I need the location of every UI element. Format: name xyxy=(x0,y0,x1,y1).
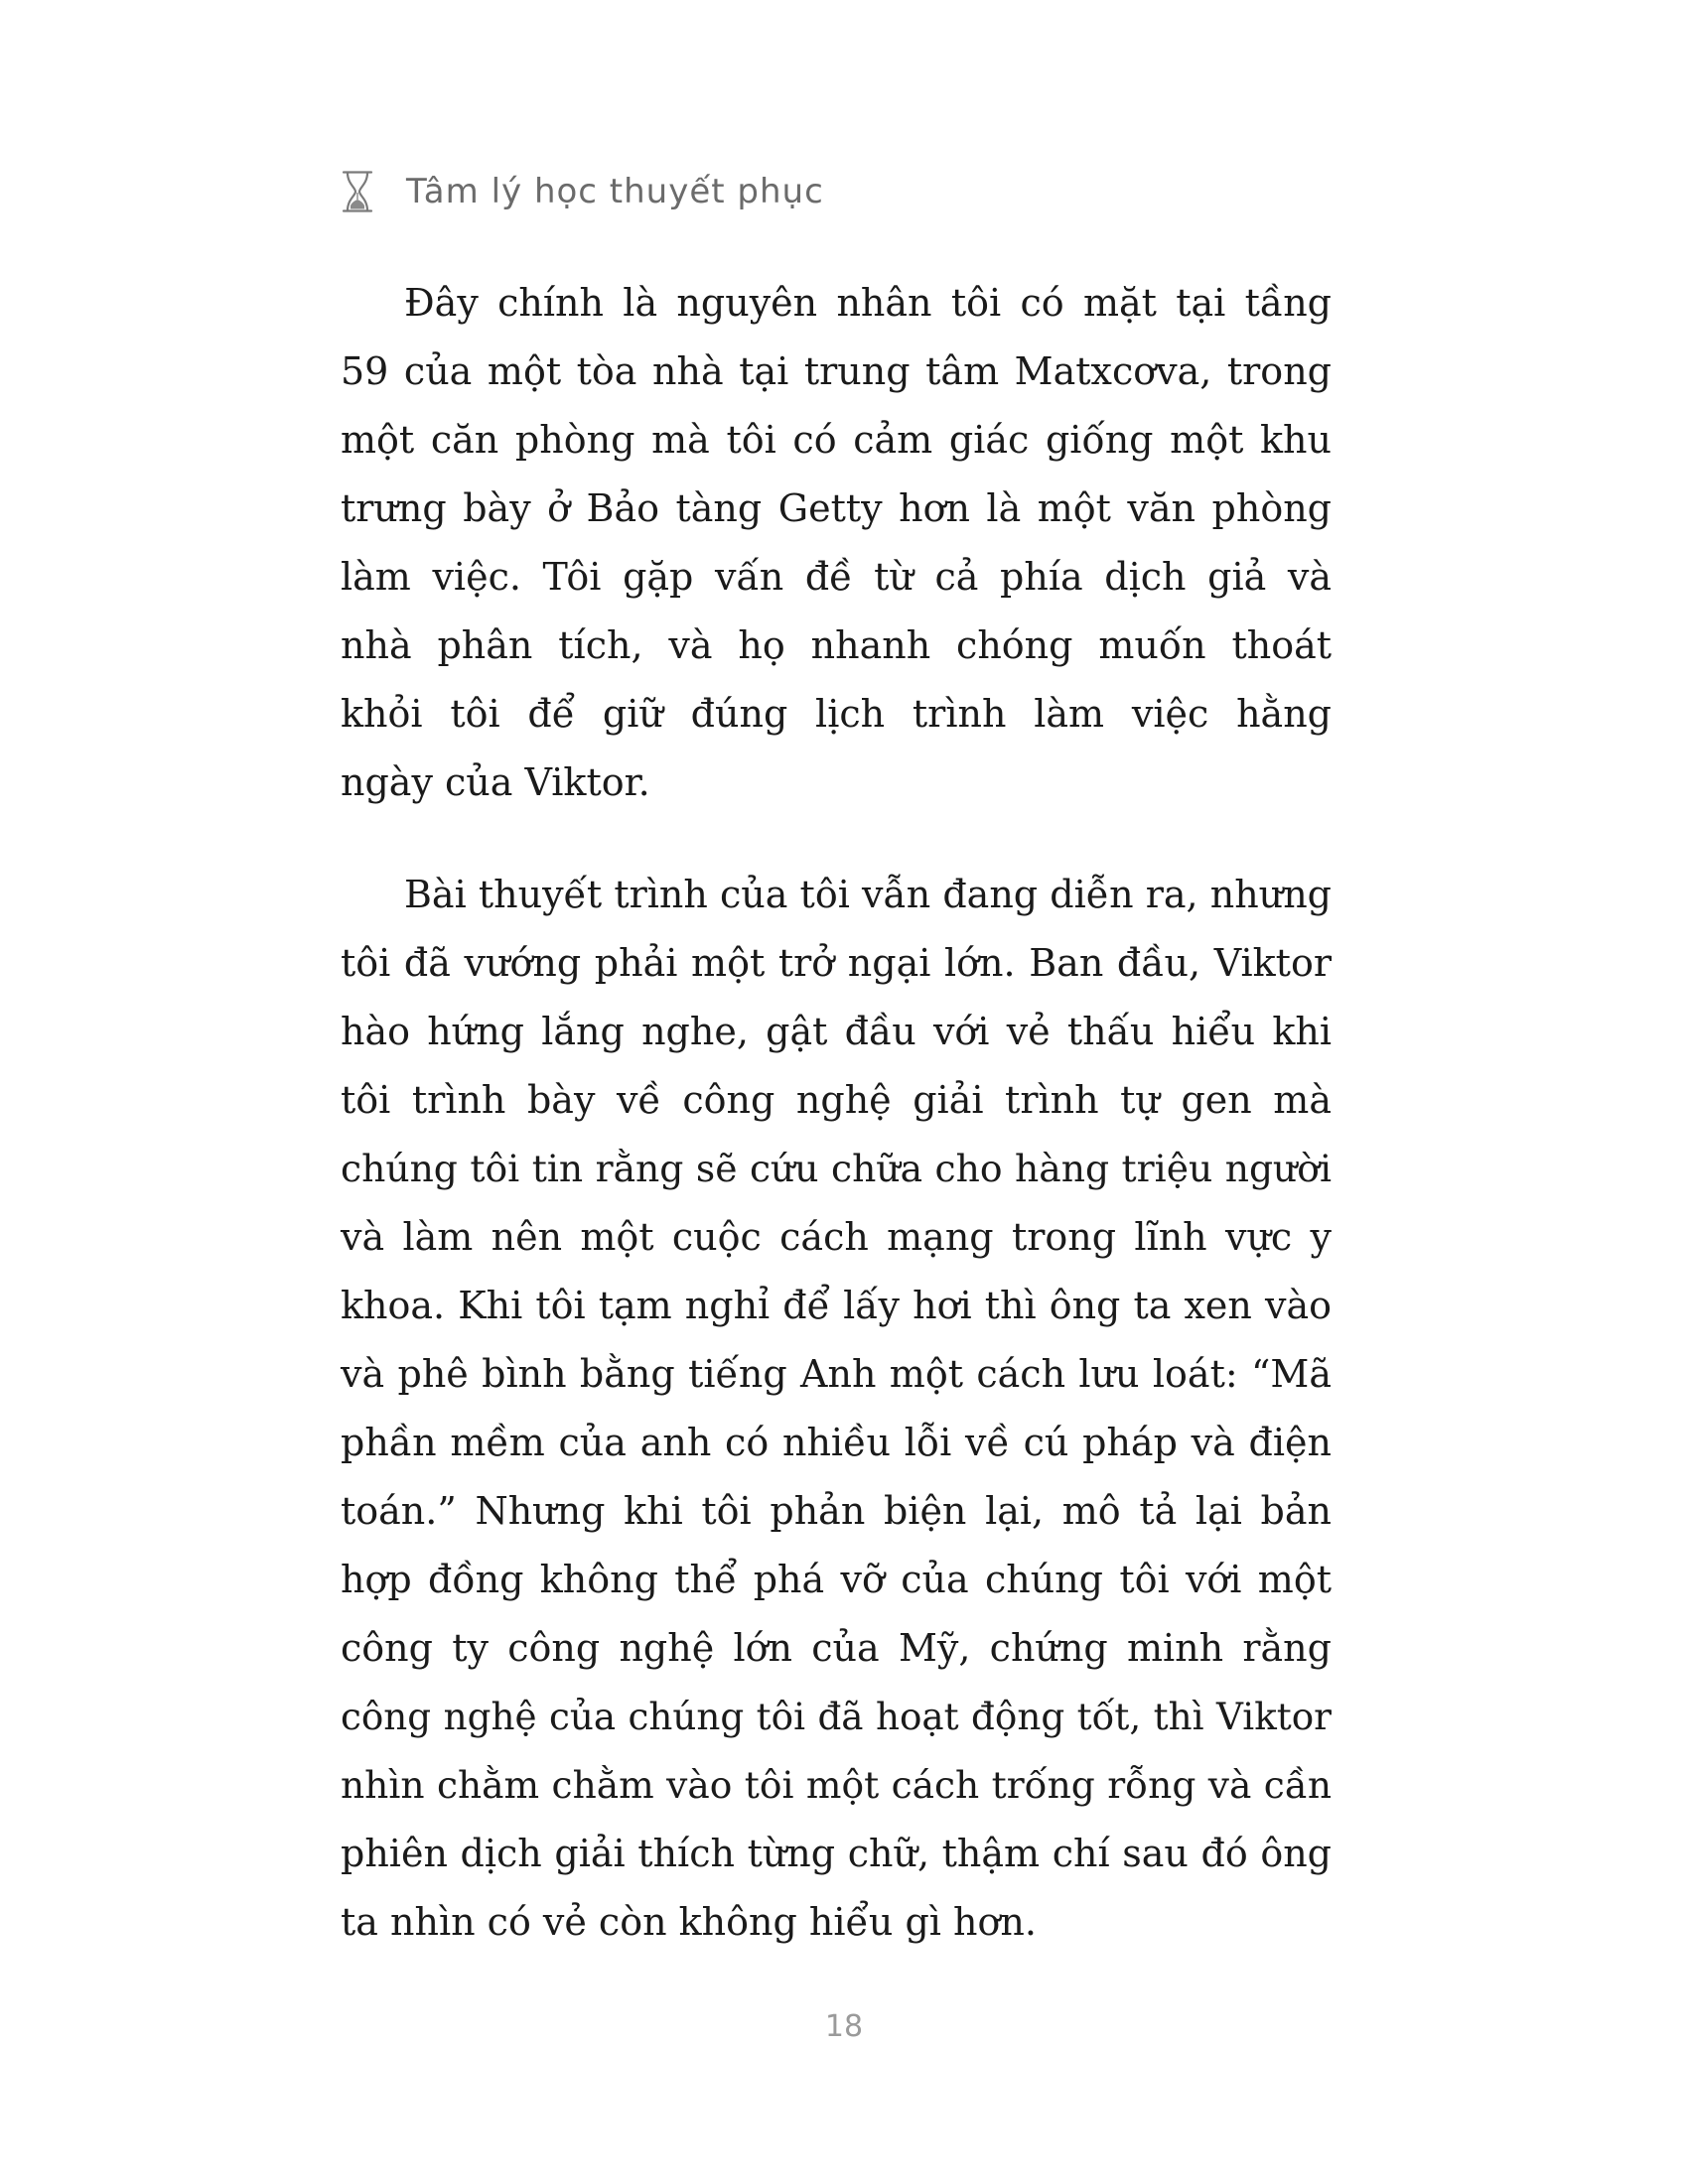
text-line: hợp đồng không thể phá vỡ của chúng tôi với một xyxy=(341,1558,1332,1601)
text-line: phần mềm của anh có nhiều lỗi về cú pháp và điện xyxy=(341,1421,1332,1464)
text-line: một căn phòng mà tôi có cảm giác giống một khu xyxy=(341,418,1332,462)
text-line: và phê bình bằng tiếng Anh một cách lưu loát: “Mã xyxy=(341,1352,1332,1396)
text-line: nhà phân tích, và họ nhanh chóng muốn thoát xyxy=(341,623,1332,667)
text-line: hào hứng lắng nghe, gật đầu với vẻ thấu hiểu khi xyxy=(341,1010,1332,1053)
text-line: ngày của Viktor. xyxy=(341,760,650,804)
text-line: Bài thuyết trình của tôi vẫn đang diễn ra, nhưng xyxy=(404,873,1332,916)
paragraph xyxy=(341,269,1332,817)
text-line: trưng bày ở Bảo tàng Getty hơn là một văn phòng xyxy=(341,486,1332,530)
text-line: chúng tôi tin rằng sẽ cứu chữa cho hàng triệu người xyxy=(341,1147,1332,1190)
text-line: làm việc. Tôi gặp vấn đề từ cả phía dịch giả và xyxy=(341,555,1332,599)
text-line: công ty công nghệ lớn của Mỹ, chứng minh rằng xyxy=(341,1626,1332,1670)
body-text xyxy=(341,269,1332,1957)
paragraph xyxy=(341,861,1332,1957)
text-line: công nghệ của chúng tôi đã hoạt động tốt, thì Viktor xyxy=(341,1695,1332,1738)
text-line: khỏi tôi để giữ đúng lịch trình làm việc hằng xyxy=(341,692,1332,736)
text-line: phiên dịch giải thích từng chữ, thậm chí sau đó ông xyxy=(341,1832,1332,1875)
text-line: Đây chính là nguyên nhân tôi có mặt tại tầng xyxy=(404,281,1332,325)
text-line: khoa. Khi tôi tạm nghỉ để lấy hơi thì ông ta xen vào xyxy=(341,1284,1332,1327)
running-header-title: Tâm lý học thuyết phục xyxy=(406,172,824,211)
text-line: tôi đã vướng phải một trở ngại lớn. Ban đầu, Viktor xyxy=(341,941,1332,985)
text-line: toán.” Nhưng khi tôi phản biện lại, mô tả lại bản xyxy=(341,1489,1332,1533)
text-line: ta nhìn có vẻ còn không hiểu gì hơn. xyxy=(341,1900,1037,1944)
text-line: nhìn chằm chằm vào tôi một cách trống rỗng và cần xyxy=(341,1763,1332,1807)
text-line: 59 của một tòa nhà tại trung tâm Matxcơva, trong xyxy=(341,349,1332,393)
text-line: tôi trình bày về công nghệ giải trình tự gen mà xyxy=(341,1078,1332,1122)
hourglass-icon xyxy=(341,170,374,213)
text-line: và làm nên một cuộc cách mạng trong lĩnh vực y xyxy=(341,1215,1332,1259)
page-number: 18 xyxy=(824,2009,864,2044)
running-header xyxy=(341,167,824,216)
